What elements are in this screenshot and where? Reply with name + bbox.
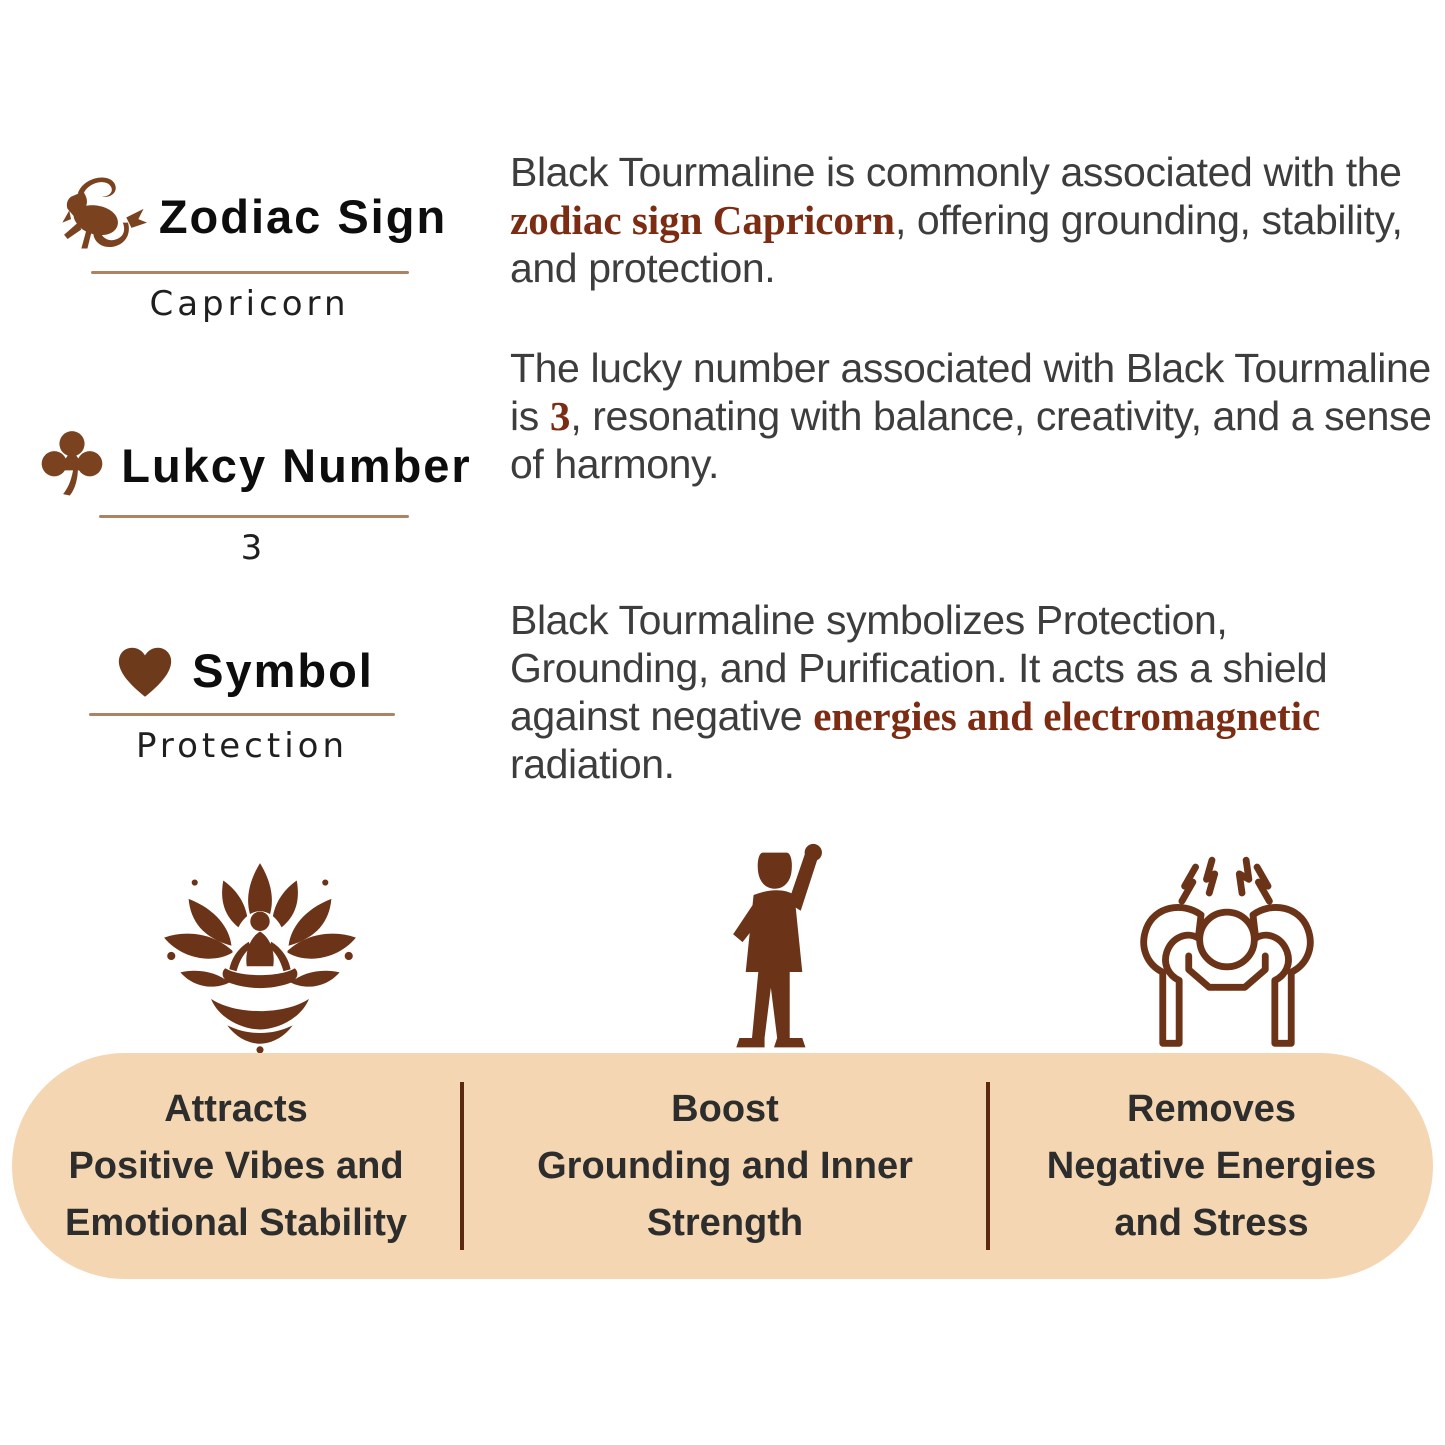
paragraph-text: , resonating with balance, creativity, and a sense of harmony. bbox=[510, 393, 1432, 487]
paragraph-emphasis: zodiac sign Capricorn bbox=[510, 197, 895, 243]
attribute-title: Symbol bbox=[192, 643, 374, 697]
benefit-line: Grounding and Inner bbox=[537, 1144, 913, 1187]
attribute-value: 3 bbox=[240, 528, 267, 568]
benefit-boost bbox=[464, 1081, 986, 1252]
paragraph-zodiac bbox=[510, 148, 1432, 292]
paragraph-emphasis: 3 bbox=[549, 393, 571, 439]
benefit-line: Emotional Stability bbox=[64, 1201, 408, 1244]
attribute-zodiac-sign bbox=[32, 170, 467, 324]
paragraph-lucky-number bbox=[510, 344, 1432, 488]
benefit-line: Strength bbox=[646, 1201, 804, 1244]
stress-relief-icon bbox=[1108, 852, 1346, 1062]
underline-rule bbox=[89, 713, 395, 716]
paragraph-symbol bbox=[510, 596, 1432, 788]
paragraph-text: radiation. bbox=[510, 741, 675, 787]
attribute-value: Capricorn bbox=[149, 284, 350, 324]
benefit-removes bbox=[990, 1081, 1433, 1252]
benefit-line: Attracts bbox=[164, 1087, 308, 1130]
paragraph-emphasis: energies and electromagnetic bbox=[813, 693, 1321, 739]
attribute-title: Zodiac Sign bbox=[158, 189, 448, 243]
paragraph-text: The lucky number associated with Black Tourmaline is bbox=[510, 345, 1431, 439]
attribute-title: Lukcy Number bbox=[121, 438, 472, 492]
benefit-line: Positive Vibes and bbox=[68, 1144, 404, 1187]
paragraph-text: Black Tourmaline symbolizes Protection, Grounding, and Purification. It acts as a shield against negative bbox=[510, 597, 1328, 739]
benefit-line: Boost bbox=[671, 1087, 779, 1130]
benefits-banner bbox=[12, 1053, 1433, 1279]
paragraph-text: Black Tourmaline is commonly associated with the bbox=[510, 149, 1402, 195]
underline-rule bbox=[91, 271, 409, 274]
heart-icon bbox=[110, 636, 180, 705]
benefit-attracts bbox=[12, 1081, 460, 1252]
paragraph-text: , offering grounding, stability, and protection. bbox=[510, 197, 1403, 291]
attribute-value: Protection bbox=[135, 726, 348, 766]
benefit-line: Negative Energies bbox=[1046, 1144, 1377, 1187]
lotus-meditation-icon bbox=[158, 858, 362, 1059]
attribute-lucky-number bbox=[26, 424, 481, 568]
benefit-line: and Stress bbox=[1114, 1201, 1309, 1244]
capricorn-goat-icon bbox=[52, 170, 147, 263]
benefit-line: Removes bbox=[1127, 1087, 1296, 1130]
underline-rule bbox=[99, 515, 409, 518]
clover-icon bbox=[35, 424, 109, 507]
person-raised-fist-icon bbox=[690, 840, 858, 1065]
attribute-symbol bbox=[32, 636, 452, 766]
